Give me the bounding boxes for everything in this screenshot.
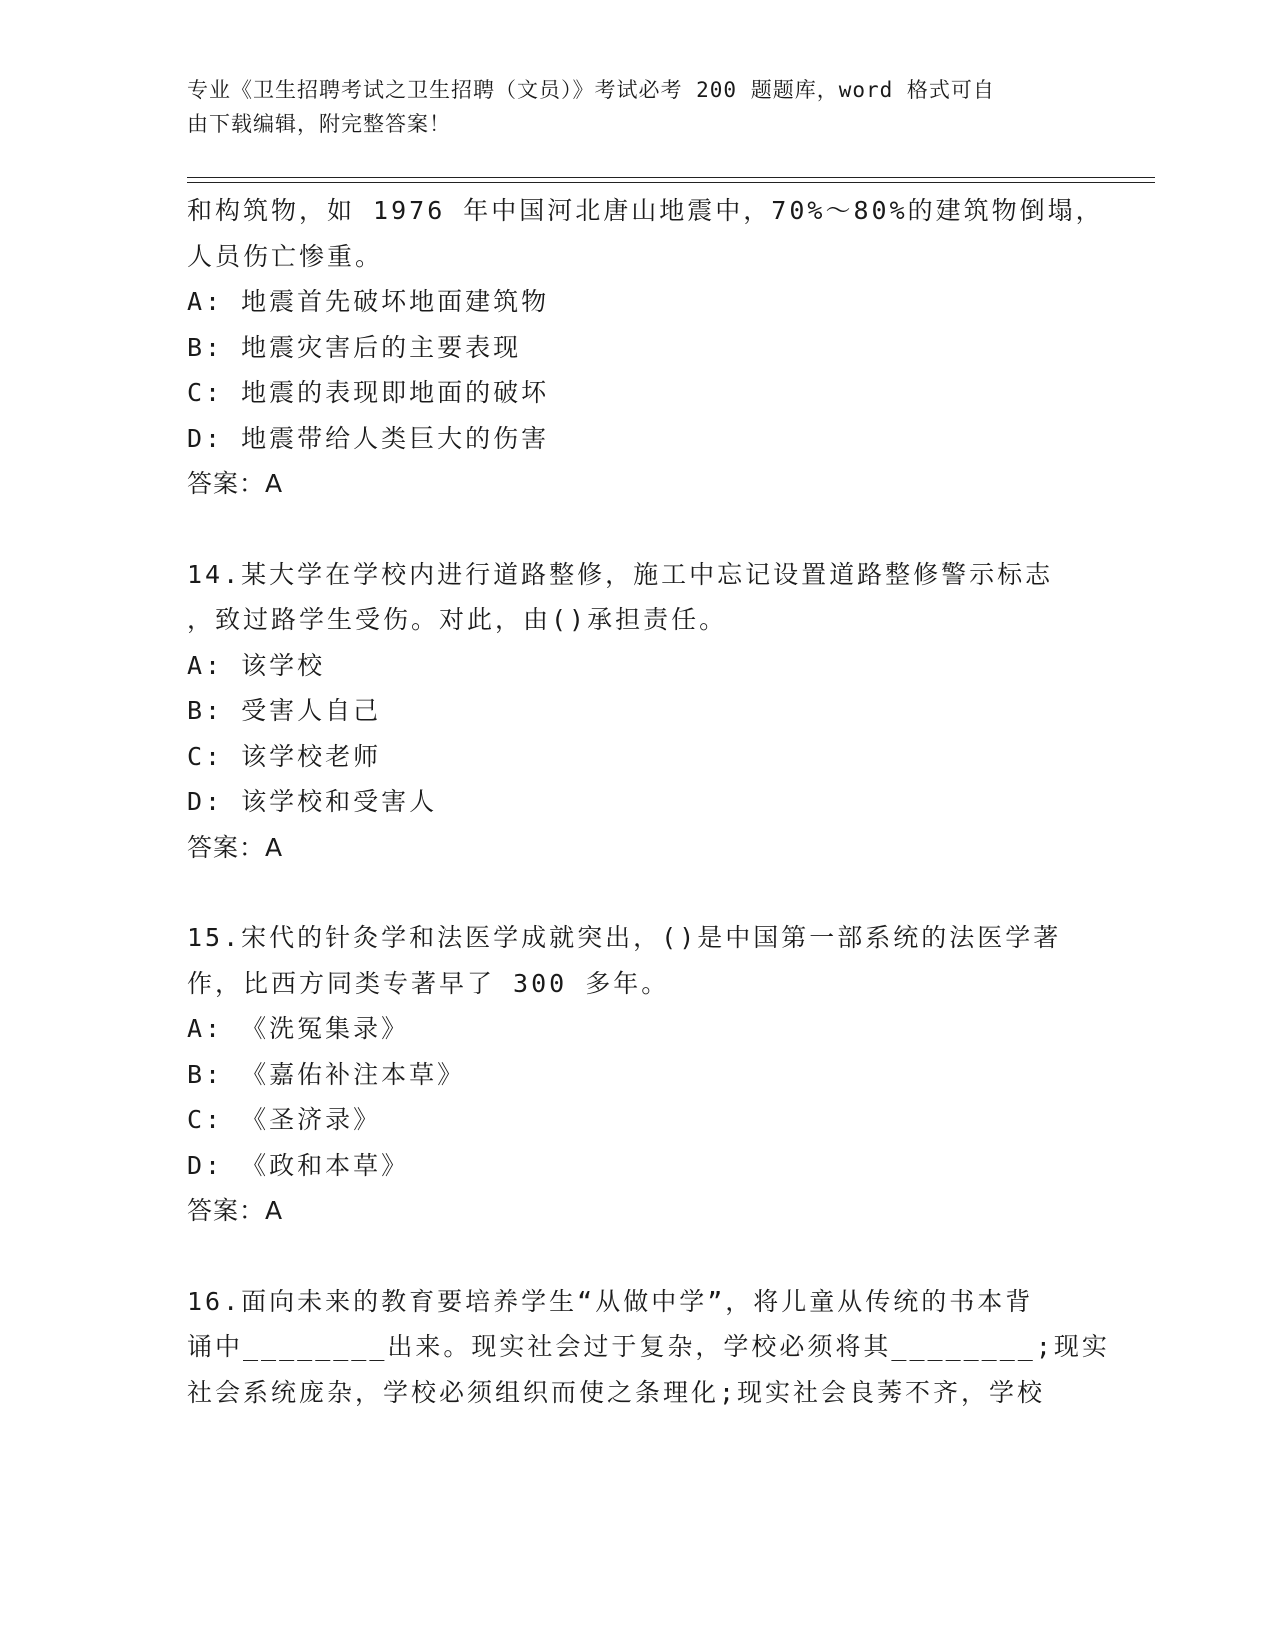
document-header — [187, 73, 1067, 141]
option-a: A: 地震首先破坏地面建筑物 — [187, 287, 550, 316]
option-a: A: 《洗冤集录》 — [187, 1014, 410, 1043]
header-divider-top — [187, 177, 1155, 178]
option-c: C: 该学校老师 — [187, 741, 382, 771]
answer-line: 答案：A — [187, 832, 284, 862]
document-body — [187, 188, 1110, 1415]
question-14 — [187, 552, 1087, 871]
option-a: A: 该学校 — [187, 650, 326, 680]
question-13 — [187, 188, 1104, 507]
question-spacer — [187, 870, 1087, 915]
question-text-line: 作，比西方同类专著早了 300 多年。 — [187, 968, 670, 998]
question-text-line: 和构筑物，如 1976 年中国河北唐山地震中，70%～80%的建筑物倒塌， — [187, 196, 1104, 225]
question-15 — [187, 915, 1087, 1234]
question-spacer — [187, 1234, 1087, 1279]
header-line-1: 专业《卫生招聘考试之卫生招聘（文员）》考试必考 200 题题库，word 格式可自 — [187, 78, 995, 102]
answer-line: 答案：A — [187, 1196, 284, 1225]
question-text-line: 16.面向未来的教育要培养学生“从做中学”，将儿童从传统的书本背 — [187, 1286, 1034, 1316]
option-c: C: 《圣济录》 — [187, 1105, 382, 1134]
option-d: D: 该学校和受害人 — [187, 787, 438, 816]
answer-line: 答案：A — [187, 469, 284, 498]
question-text-line: 14.某大学在学校内进行道路整修，施工中忘记设置道路整修警示标志 — [187, 559, 1054, 589]
question-text-line: ，致过路学生受伤。对此，由()承担责任。 — [187, 605, 728, 634]
question-text-line: 社会系统庞杂，学校必须组织而使之条理化;现实社会良莠不齐，学校 — [187, 1377, 1046, 1407]
option-b: B: 地震灾害后的主要表现 — [187, 332, 522, 362]
option-b: B: 《嘉佑补注本草》 — [187, 1059, 466, 1089]
question-spacer — [187, 507, 1087, 552]
header-line-2: 由下载编辑，附完整答案！ — [187, 112, 451, 136]
question-16 — [187, 1279, 1110, 1416]
header-divider-bottom — [187, 182, 1155, 183]
option-d: D: 地震带给人类巨大的伤害 — [187, 423, 550, 453]
question-text-line: 诵中________出来。现实社会过于复杂，学校必须将其________;现实 — [187, 1332, 1110, 1361]
option-c: C: 地震的表现即地面的破坏 — [187, 378, 550, 407]
question-text-line: 人员伤亡惨重。 — [187, 241, 384, 271]
option-b: B: 受害人自己 — [187, 696, 382, 725]
question-text-line: 15.宋代的针灸学和法医学成就突出，()是中国第一部系统的法医学著 — [187, 923, 1062, 952]
option-d: D: 《政和本草》 — [187, 1150, 410, 1180]
